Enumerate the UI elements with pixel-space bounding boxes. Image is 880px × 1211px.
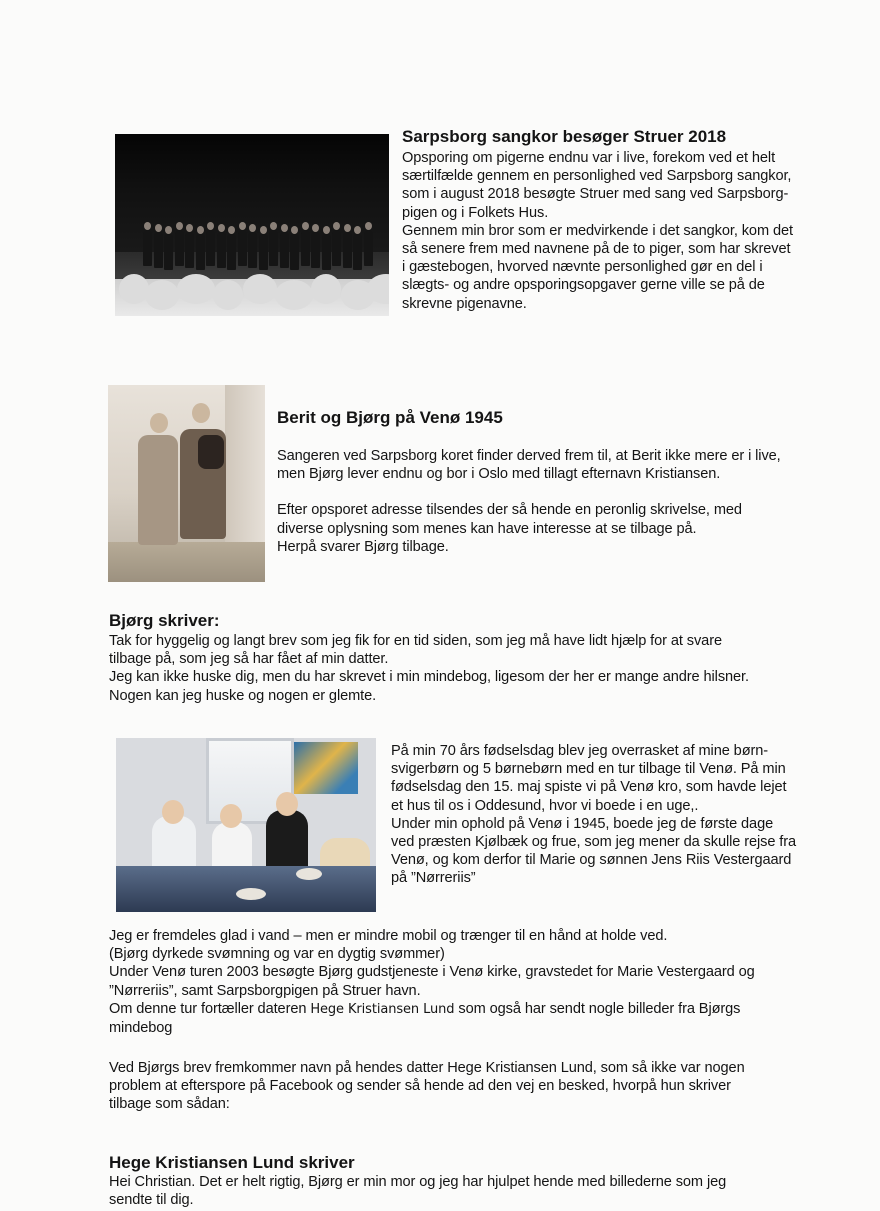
singer-figure — [196, 234, 205, 270]
text-fragment: Om denne tur fortæller dateren — [109, 1000, 307, 1017]
text-line: Jeg kan ikke huske dig, men du har skrevet i min mindebog, ligesom der her er mange andre hilsner. — [109, 669, 749, 686]
text-line: Gennem min bror som er medvirkende i det sangkor, kom det — [402, 222, 793, 239]
text-line: Hei Christian. Det er helt rigtig, Bjørg er min mor og jeg har hjulpet hende med billederne som jeg — [109, 1174, 727, 1190]
text-line: (Bjørg dyrkede svømning og var en dygtig svømmer) — [109, 946, 445, 963]
text-line: Opsporing om pigerne endnu var i live, forekom ved et helt — [402, 150, 776, 166]
text-line: Ved Bjørgs brev fremkommer navn på hendes datter Hege Kristiansen Lund, som så ikke var nogen — [109, 1060, 745, 1076]
text-line: Herpå svarer Bjørg tilbage. — [277, 538, 449, 555]
text-line: så senere frem med navnene på de to piger, som har skrevet — [402, 241, 791, 258]
heading-hege-skriver: Hege Kristiansen Lund skriver — [109, 1153, 355, 1172]
text-line: fødselsdag den 15. maj spiste vi på Venø kro, som havde lejet — [391, 779, 787, 796]
singer-figure — [164, 234, 173, 270]
singer-figure — [154, 232, 163, 268]
heading-berit-og-bjorg: Berit og Bjørg på Venø 1945 — [277, 408, 503, 427]
text-line: Jeg er fremdeles glad i vand – men er mindre mobil og trænger til en hånd at holde ved. — [109, 928, 668, 944]
audience-head — [275, 280, 313, 310]
text-line: problem at efterspore på Facebook og sender så hende ad den vej en besked, hvorpå hun skriver — [109, 1078, 731, 1095]
text-line: et hus til os i Oddesund, hvor vi boede i en uge,. — [391, 797, 699, 814]
text-line: Under min ophold på Venø i 1945, boede jeg de første dage — [391, 815, 774, 832]
section6-text — [109, 1059, 745, 1114]
text-line: tilbage som sådan: — [109, 1096, 230, 1113]
text-line-daughter — [109, 1000, 755, 1019]
text-line: særtilfælde gennem en personlighed ved Sarpsborg sangkor, — [402, 168, 792, 185]
singer-figure — [301, 230, 310, 266]
singer-figure — [259, 234, 268, 270]
choir-concert-photo — [115, 134, 389, 316]
section1-text — [402, 149, 793, 313]
text-line: Nogen kan jeg huske og nogen er glemte. — [109, 687, 377, 704]
singer-figure — [364, 230, 373, 266]
singer-figure — [332, 230, 341, 266]
text-line: Under Venø turen 2003 besøgte Bjørg gudstjeneste i Venø kirke, gravstedet for Marie Vestergaard og — [109, 964, 755, 981]
singer-figure — [280, 232, 289, 268]
text-line: svigerbørn og 5 børnebørn med en tur tilbage til Venø. På min — [391, 761, 786, 778]
singer-figure — [185, 232, 194, 268]
singer-figure — [227, 234, 236, 270]
singer-figure — [269, 230, 278, 266]
singer-figure — [217, 232, 226, 268]
singer-figure — [290, 234, 299, 270]
text-line: på ”Nørreriis” — [391, 870, 476, 887]
text-line: pigen og i Folkets Hus. — [402, 204, 549, 221]
audience-head — [243, 274, 277, 304]
audience-head — [119, 274, 149, 304]
text-line: diverse oplysning som menes kan have interesse at se tilbage på. — [277, 520, 697, 537]
singer-figure — [322, 234, 331, 270]
text-fragment: som også har sendt nogle billeder fra Bjørgs — [458, 1000, 741, 1017]
text-line: men Bjørg lever endnu og bor i Oslo med tillagt efternavn Kristiansen. — [277, 466, 721, 483]
audience-head — [145, 280, 179, 310]
text-line: i gæstebogen, hvorved nævnte personlighed gør en del i — [402, 259, 763, 276]
text-line: Venø, og kom derfor til Marie og sønnen Jens Riis Vestergaard — [391, 852, 792, 869]
daughter-name: Hege Kristiansen Lund — [310, 1001, 455, 1017]
heading-sarpsborg-sangkor: Sarpsborg sangkor besøger Struer 2018 — [402, 127, 727, 146]
two-girls-photo — [108, 385, 265, 582]
text-line: mindebog — [109, 1020, 173, 1037]
section5-text — [109, 927, 755, 1037]
heading-bjorg-skriver: Bjørg skriver: — [109, 611, 220, 630]
singer-figure — [353, 234, 362, 270]
text-line: ”Nørreriis”, samt Sarpsborgpigen på Struer havn. — [109, 982, 421, 999]
text-line: slægts- og andre opsporingsopgaver gerne ville se på de — [402, 277, 765, 294]
audience-head — [177, 274, 215, 304]
singer-figure — [248, 232, 257, 268]
singer-figure — [206, 230, 215, 266]
section3-text — [109, 632, 749, 705]
text-line: ved præsten Kjølbæk og frue, som jeg mener da skulle rejse fra — [391, 834, 797, 851]
text-line: Efter opsporet adresse tilsendes der så hende en peronlig skrivelse, med — [277, 502, 742, 519]
singer-figure — [238, 230, 247, 266]
birthday-dinner-photo — [116, 738, 376, 912]
text-line: sendte til dig. — [109, 1192, 194, 1209]
audience-head — [311, 274, 341, 304]
text-line: tilbage på, som jeg så har fået af min datter. — [109, 651, 389, 668]
text-line: Sangeren ved Sarpsborg koret finder derved frem til, at Berit ikke mere er i live, — [277, 448, 781, 464]
text-line: På min 70 års fødselsdag blev jeg overrasket af mine børn- — [391, 743, 769, 759]
singer-figure — [175, 230, 184, 266]
text-line: Tak for hyggelig og langt brev som jeg fik for en tid siden, som jeg må have lidt hjælp for at svare — [109, 633, 722, 649]
section4-text — [391, 742, 796, 888]
singer-figure — [143, 230, 152, 266]
section7-text — [109, 1173, 726, 1209]
text-line: som i august 2018 besøgte Struer med sang ved Sarpsborg- — [402, 186, 789, 203]
singer-figure — [343, 232, 352, 268]
section2-text — [277, 447, 781, 556]
audience-head — [213, 280, 243, 310]
text-line: skrevne pigenavne. — [402, 295, 527, 312]
singer-figure — [311, 232, 320, 268]
